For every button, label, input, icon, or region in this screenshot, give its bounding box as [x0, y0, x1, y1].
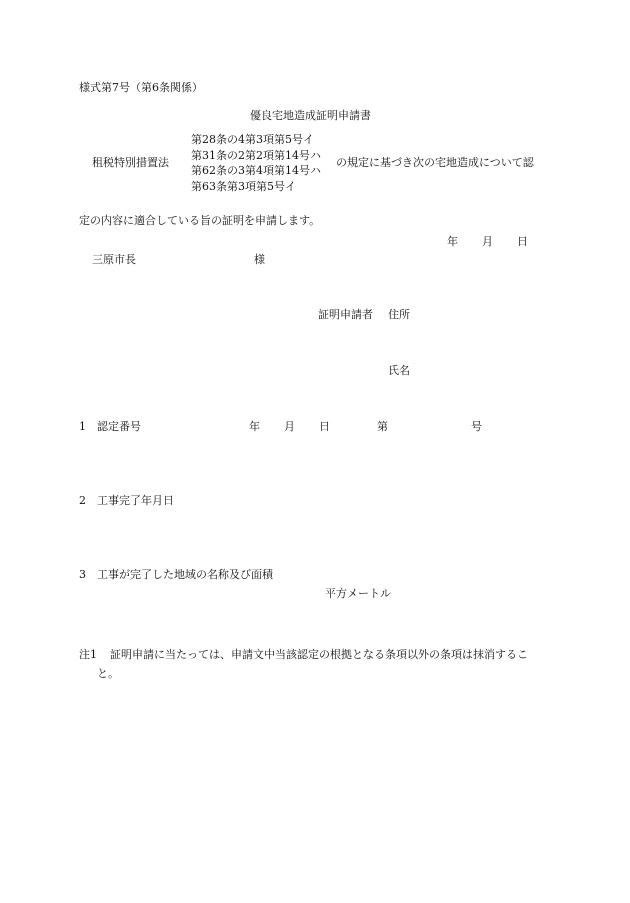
intro-tail: の規定に基づき次の宅地造成について認 — [336, 156, 534, 169]
document-title: 優良宅地造成証明申請書 — [250, 109, 371, 122]
note-line-1: 証明申請に当たっては、申請文中当該認定の根拠となる条項以外の条項は抹消するこ — [110, 648, 528, 661]
form-number: 様式第7号（第6条関係） — [79, 81, 203, 94]
item-1-go: 号 — [471, 420, 482, 433]
item-1-number: 1 — [79, 420, 86, 433]
clause-list — [191, 132, 321, 194]
item-3-number: 3 — [79, 568, 86, 581]
addressee: 三原市長 — [92, 253, 136, 266]
clause-item: 第28条の4第3項第5号イ — [191, 133, 314, 146]
item-1-label: 認定番号 — [97, 420, 141, 433]
intro-continuation: 定の内容に適合している旨の証明を申請します。 — [79, 214, 321, 227]
date-year: 年 — [447, 235, 458, 248]
clause-item: 第31条の2第2項第14号ハ — [191, 148, 321, 162]
note-line-2: と。 — [97, 667, 119, 680]
clause-item: 第62条の3第4項第14号ハ — [191, 164, 321, 177]
item-1-year: 年 — [249, 420, 260, 433]
item-3-unit: 平方メートル — [325, 587, 391, 600]
name-label: 氏名 — [388, 364, 410, 377]
item-1-dai: 第 — [377, 420, 388, 433]
item-1-day: 日 — [319, 420, 330, 433]
clause-item: 第63条第3項第5号イ — [191, 179, 296, 193]
item-3-label: 工事が完了した地域の名称及び面積 — [97, 568, 273, 581]
honorific: 様 — [254, 253, 265, 266]
item-2-label: 工事完了年月日 — [97, 494, 174, 507]
law-name: 租税特別措置法 — [92, 156, 169, 169]
item-1-month: 月 — [284, 420, 295, 433]
date-month: 月 — [482, 235, 493, 248]
applicant-label: 証明申請者 — [318, 308, 373, 321]
note-label: 注1 — [79, 648, 97, 661]
item-2-number: 2 — [79, 494, 86, 507]
date-day: 日 — [517, 235, 528, 248]
address-label: 住所 — [388, 308, 410, 321]
